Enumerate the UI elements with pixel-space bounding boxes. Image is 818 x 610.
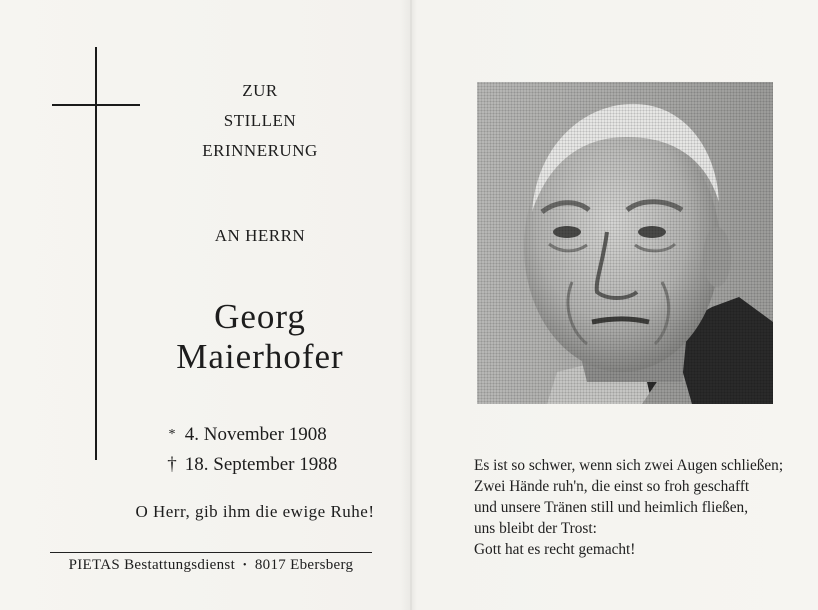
footer-separator: • [243, 560, 247, 572]
heading-line: ZUR [242, 81, 278, 100]
poem-line: uns bleibt der Trost: [474, 520, 597, 537]
card-fold [410, 0, 412, 610]
prayer-text: O Herr, gib ihm die ewige Ruhe! [135, 502, 375, 521]
birth-line [164, 420, 337, 450]
footer-location: 8017 Ebersberg [254, 557, 354, 573]
first-name: Georg [214, 297, 306, 336]
footer-imprint [50, 557, 372, 574]
death-date: 18. September 1988 [184, 454, 338, 475]
footer-company: PIETAS Bestattungsdienst [68, 557, 236, 573]
portrait-photo [477, 82, 773, 404]
deceased-name [140, 297, 380, 377]
poem-line: Gott hat es recht gemacht! [474, 541, 636, 558]
memorial-heading [140, 76, 380, 166]
poem-line: Es ist so schwer, wenn sich zwei Augen schließen; [474, 457, 784, 474]
addressee: AN HERRN [214, 226, 306, 245]
heading-line: STILLEN [223, 111, 297, 130]
life-dates [164, 420, 337, 480]
last-name: Maierhofer [176, 337, 344, 376]
poem-line: Zwei Hände ruh'n, die einst so froh geschafft [474, 478, 750, 495]
poem [474, 455, 804, 560]
death-dagger-icon: † [167, 454, 177, 475]
cross-icon [95, 47, 97, 460]
birth-date: 4. November 1908 [184, 424, 327, 445]
portrait-illustration [477, 82, 773, 404]
cross-icon-bar [52, 104, 140, 106]
poem-line: und unsere Tränen still und heimlich fließen, [474, 499, 749, 516]
birth-star-icon: * [168, 427, 176, 442]
death-line [164, 450, 337, 480]
heading-line: ERINNERUNG [202, 141, 318, 160]
footer-divider [50, 552, 372, 553]
